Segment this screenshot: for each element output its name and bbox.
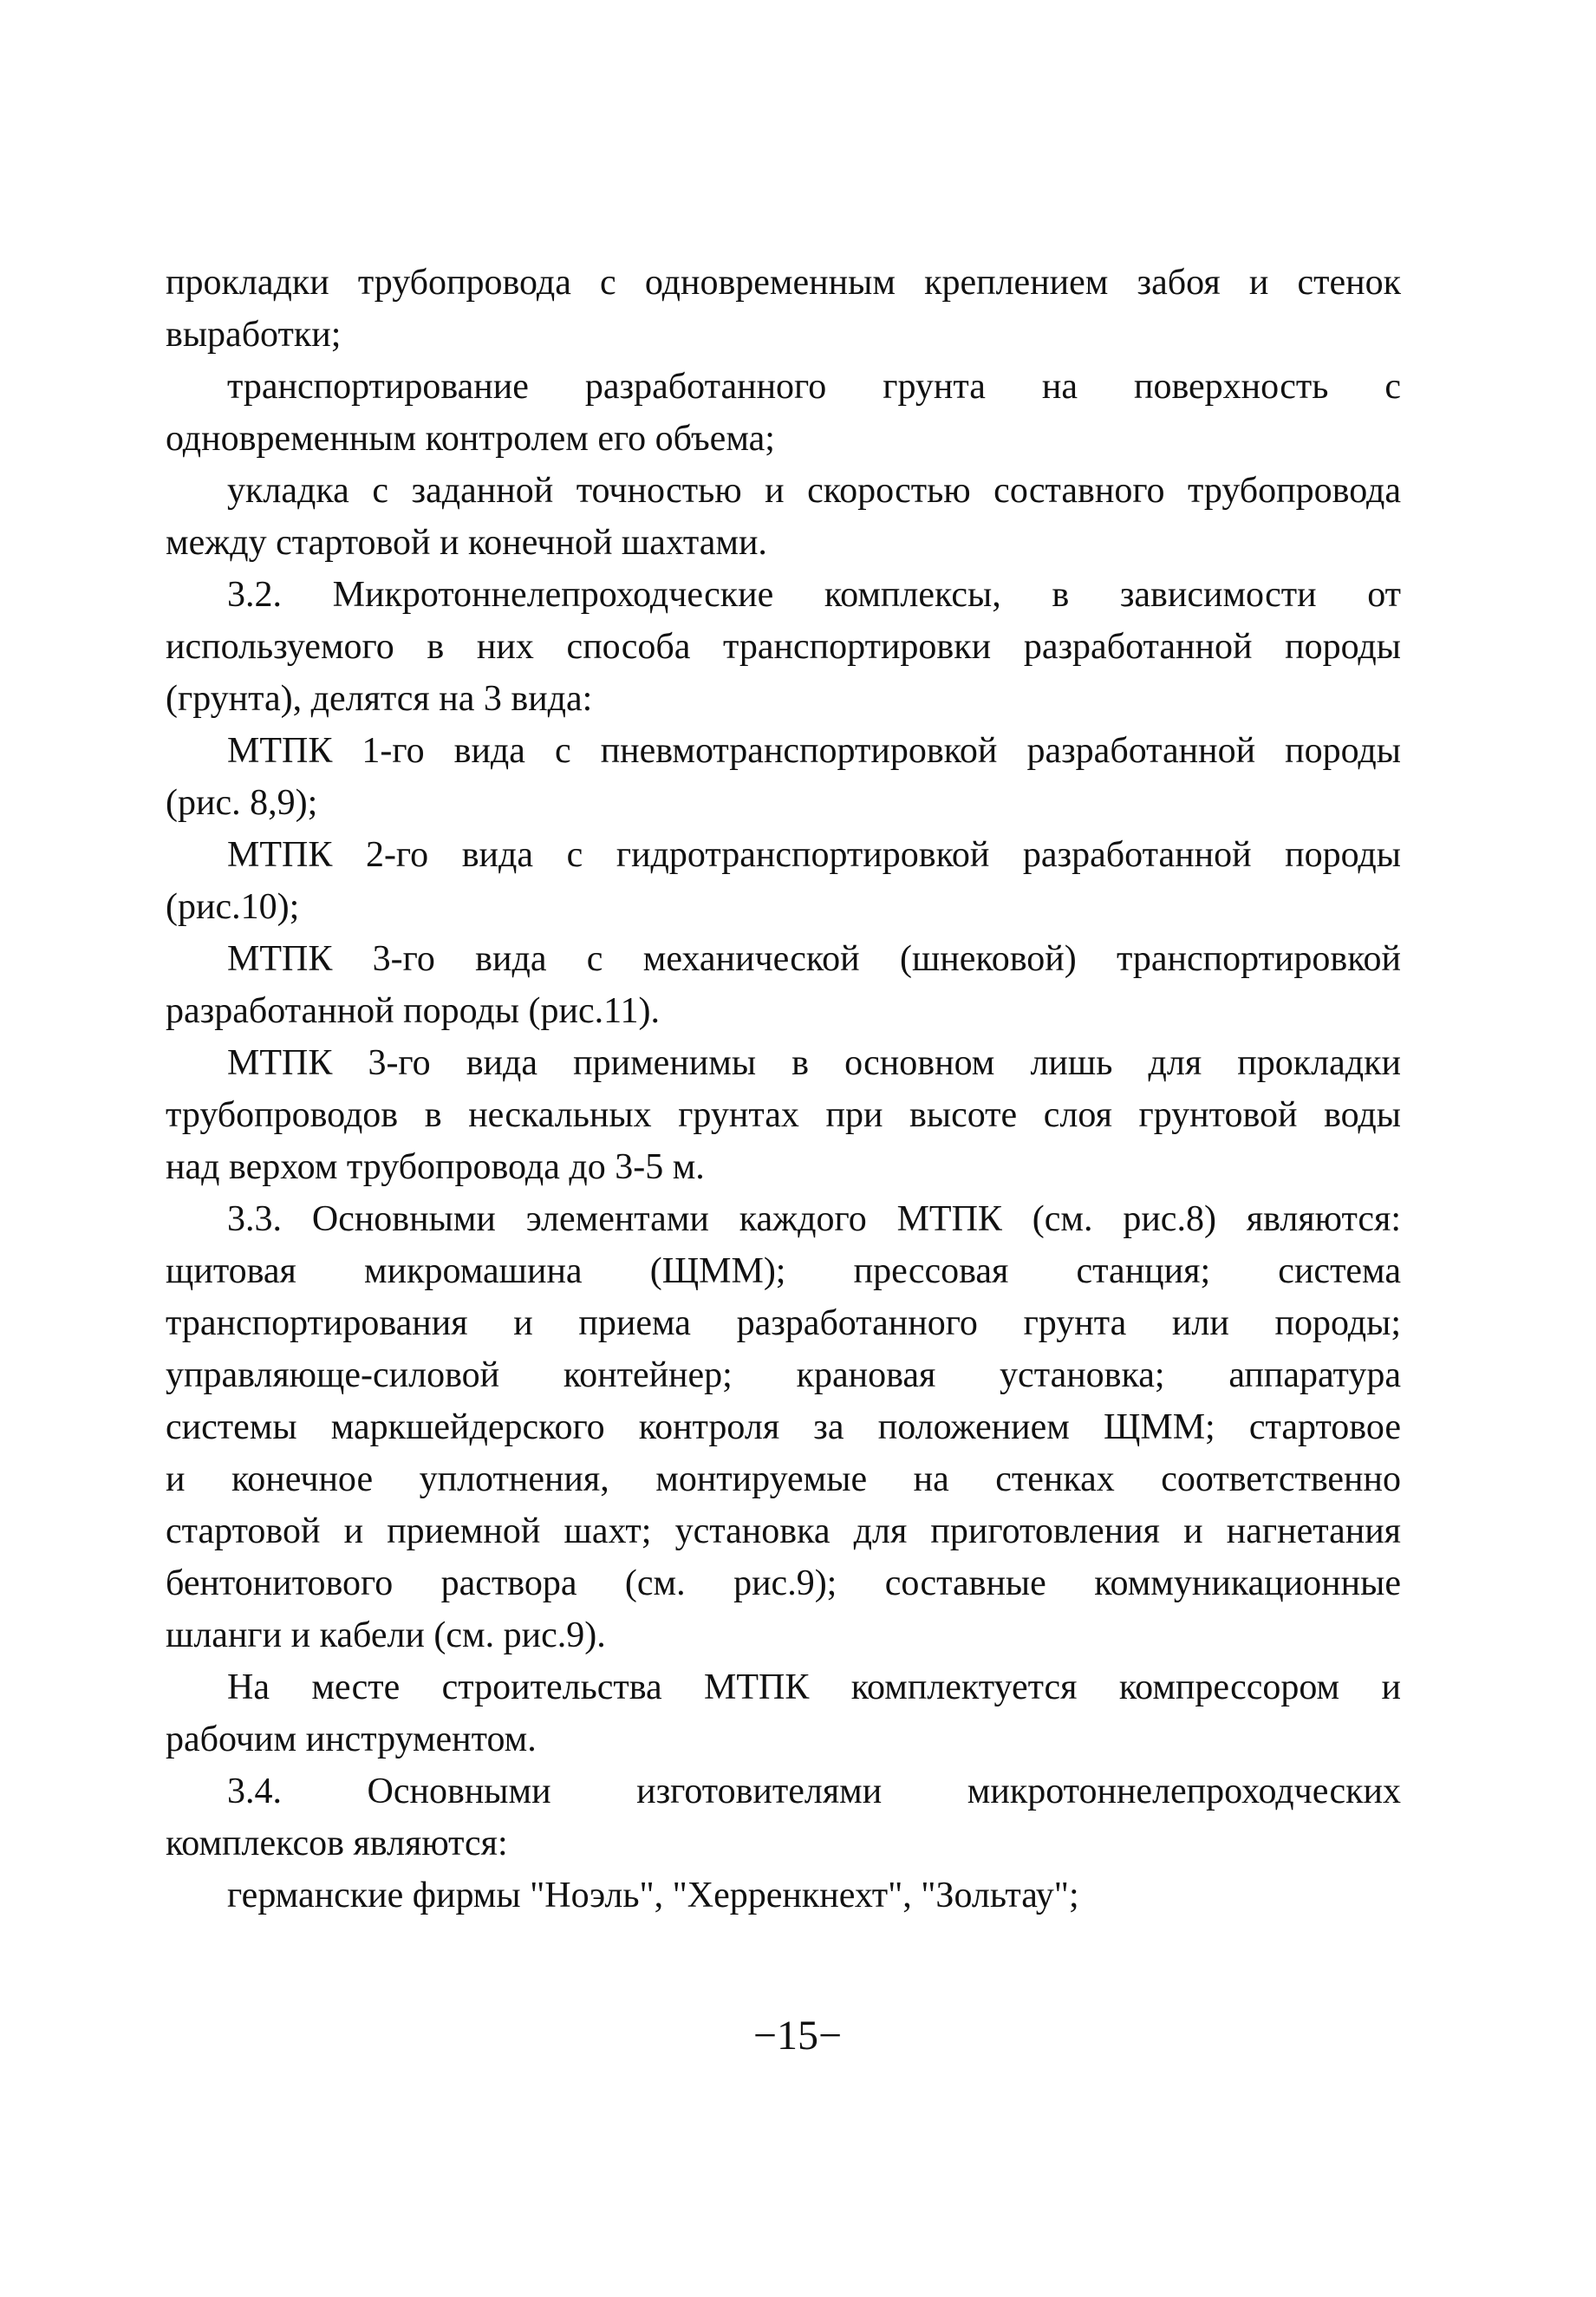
text-line: германские фирмы "Ноэль", "Херренкнехт", "Зольтау"; (227, 1876, 1079, 1915)
text-line: между стартовой и конечной шахтами. (166, 523, 767, 563)
text-line: МТПК 1-го вида с пневмотранспортировкой разработанной породы (227, 731, 1401, 771)
text-line: управляюще-силовой контейнер; крановая установка; аппаратура (166, 1355, 1401, 1395)
text-line: и конечное уплотнения, монтируемые на стенках соответственно (166, 1459, 1401, 1499)
text-line: одновременным контролем его объема; (166, 419, 775, 459)
text-line: прокладки трубопровода с одновременным креплением забоя и стенок (166, 263, 1401, 303)
page-number: −15− (752, 2013, 843, 2059)
text-line: используемого в них способа транспортировки разработанной породы (166, 627, 1401, 667)
text-line: 3.4. Основными изготовителями микротоннелепроходческих (227, 1772, 1401, 1811)
text-line: МТПК 3-го вида с механической (шнековой) транспортировкой (227, 939, 1401, 979)
text-line: шланги и кабели (см. рис.9). (166, 1615, 606, 1655)
text-line: укладка с заданной точностью и скоростью составного трубопровода (227, 471, 1401, 511)
text-line: (грунта), делятся на 3 вида: (166, 679, 593, 719)
text-line: (рис. 8,9); (166, 783, 318, 823)
text-line: выработки; (166, 315, 342, 355)
text-line: транспортирование разработанного грунта на поверхность с (227, 367, 1401, 407)
text-line: трубопроводов в нескальных грунтах при высоте слоя грунтовой воды (166, 1095, 1401, 1135)
text-line: системы маркшейдерского контроля за положением ЩММ; стартовое (166, 1407, 1401, 1447)
text-line: На месте строительства МТПК комплектуется компрессором и (227, 1667, 1401, 1707)
text-line: щитовая микромашина (ЩММ); прессовая станция; система (166, 1251, 1401, 1291)
text-line: МТПК 3-го вида применимы в основном лишь для прокладки (227, 1043, 1401, 1083)
text-line: комплексов являются: (166, 1824, 508, 1863)
text-line: МТПК 2-го вида с гидротранспортировкой разработанной породы (227, 835, 1401, 875)
text-line: 3.2. Микротоннелепроходческие комплексы, в зависимости от (227, 575, 1401, 615)
text-line: стартовой и приемной шахт; установка для приготовления и нагнетания (166, 1511, 1401, 1551)
text-line: разработанной породы (рис.11). (166, 991, 661, 1031)
text-line: рабочим инструментом. (166, 1719, 537, 1759)
text-line: 3.3. Основными элементами каждого МТПК (см. рис.8) являются: (227, 1199, 1401, 1239)
text-line: транспортирования и приема разработанного грунта или породы; (166, 1303, 1401, 1343)
text-line: над верхом трубопровода до 3-5 м. (166, 1147, 705, 1187)
text-line: (рис.10); (166, 887, 300, 927)
text-line: бентонитового раствора (см. рис.9); составные коммуникационные (166, 1563, 1401, 1603)
